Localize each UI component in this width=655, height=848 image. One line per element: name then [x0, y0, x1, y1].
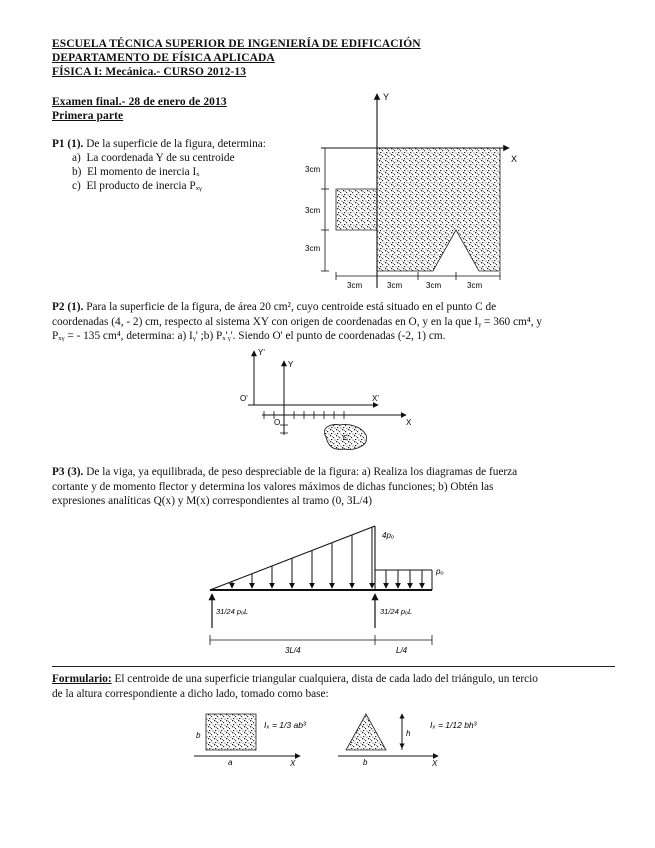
p1-dim-h3: 3cm [426, 281, 442, 290]
formulario-label: Formulario: [52, 673, 112, 685]
p3-reaction-left: 31/24 pₒL [216, 607, 249, 616]
p2-figure [228, 345, 418, 457]
formula-rect-formula: Iₓ = 1/3 ab³ [264, 720, 306, 730]
p3-figure [200, 508, 470, 658]
p2-line2: coordenadas (4, - 2) cm, respecto al sistema XY con origen de coordenadas en O, y en la que Iᵧ = 360 cm⁴, y [52, 315, 543, 328]
formula-tri-b: b [363, 758, 368, 767]
p1-dim-v3: 3cm [305, 244, 321, 253]
p1-dim-h2: 3cm [387, 281, 403, 290]
p3-span2: L/4 [396, 646, 408, 655]
p2-o-label: O [274, 418, 281, 427]
p1-x-label: X [511, 154, 518, 164]
course-title: FÍSICA I: Mecánica.- CURSO 2012-13 [52, 66, 247, 78]
formula-rect-x: X [290, 759, 296, 768]
formula-tri-formula: Iₓ = 1/12 bh³ [430, 720, 477, 730]
formula-rect-figure [190, 708, 330, 768]
p1-item-letter: c) [72, 180, 81, 192]
p3-line1: De la viga, ya equilibrada, de peso despreciable de la figura: a) Realiza los diagramas de fuerza [86, 466, 518, 478]
p1-label: P1 (1). [52, 138, 84, 150]
p1-item-c [72, 179, 202, 193]
p3-span1: 3L/4 [285, 646, 301, 655]
exam-part: Primera parte [52, 110, 124, 122]
p1-item-letter: b) [72, 166, 82, 178]
formula-tri-h: h [406, 729, 411, 738]
p1-dim-h1: 3cm [347, 281, 363, 290]
formulario-line2: de la altura correspondiente a dicho lado, tomado como base: [52, 687, 329, 700]
p3-line3: expresiones analíticas Q(x) y M(x) correspondientes al tramo (0, 3L/4) [52, 495, 372, 507]
p3-label: P3 (3). [52, 466, 84, 478]
p2-c-label: C [343, 435, 349, 442]
p1-item-text: La coordenada Y de su centroide [86, 152, 235, 164]
p1-statement [52, 137, 266, 151]
p3-reaction-right: 31/24 pₒL [380, 607, 413, 616]
p1-item-letter: a) [72, 152, 81, 164]
formula-triangle [346, 714, 386, 750]
p1-item-text: El producto de inercia Pₓᵧ [86, 180, 202, 192]
p3-load-max: 4pₒ [382, 531, 395, 540]
formulario-line1: El centroide de una superficie triangular cualquiera, dista de cada lado del triángulo, un tercio [114, 673, 538, 685]
formulario [52, 672, 608, 701]
p2-yprime-label: Y' [258, 348, 265, 357]
p2-line1: Para la superficie de la figura, de área 20 cm², cuyo centroide está situado en el punto C de [86, 301, 497, 313]
p2-line3: Pₓᵧ = - 135 cm⁴, determina: a) Iᵧ' ;b) Pₓ'ᵧ'. Siendo O' el punto de coordenadas (-2, 1) cm. [52, 330, 446, 342]
p1-dim-v2: 3cm [305, 206, 321, 215]
p1-item-b [72, 165, 200, 179]
p2-xprime-label: X' [372, 394, 379, 403]
p1-shaded-area [336, 148, 500, 271]
p2-label: P2 (1). [52, 301, 84, 313]
department-title: DEPARTAMENTO DE FÍSICA APLICADA [52, 52, 275, 64]
formula-tri-figure [338, 708, 498, 768]
p3-line2: cortante y de momento flector y determina los valores máximos de dichas funciones; b) Obtén las [52, 480, 494, 493]
p2-y-label: Y [288, 360, 294, 369]
p1-dim-v1: 3cm [305, 165, 321, 174]
p1-figure [295, 88, 535, 296]
p2-oprime-label: O' [240, 394, 248, 403]
exam-title: Examen final.- 28 de enero de 2013 [52, 96, 227, 108]
formula-tri-x: X [432, 759, 438, 768]
p1-dim-h4: 3cm [467, 281, 483, 290]
divider [52, 666, 615, 667]
p3-load-right: pₒ [436, 567, 444, 576]
formula-rect-a: a [228, 758, 233, 767]
p3-load-arrows [232, 527, 372, 588]
p1-item-text: El momento de inercia Iₓ [87, 166, 200, 178]
formula-rect [206, 714, 256, 750]
p3-statement [52, 465, 608, 509]
school-title: ESCUELA TÉCNICA SUPERIOR DE INGENIERÍA DE EDIFICACIÓN [52, 38, 421, 50]
p1-intro: De la superficie de la figura, determina: [86, 138, 266, 150]
p1-item-a [72, 151, 235, 165]
formula-rect-b: b [196, 731, 201, 740]
p2-x-label: X [406, 418, 412, 427]
p1-y-label: Y [383, 92, 390, 102]
p2-statement [52, 300, 608, 344]
